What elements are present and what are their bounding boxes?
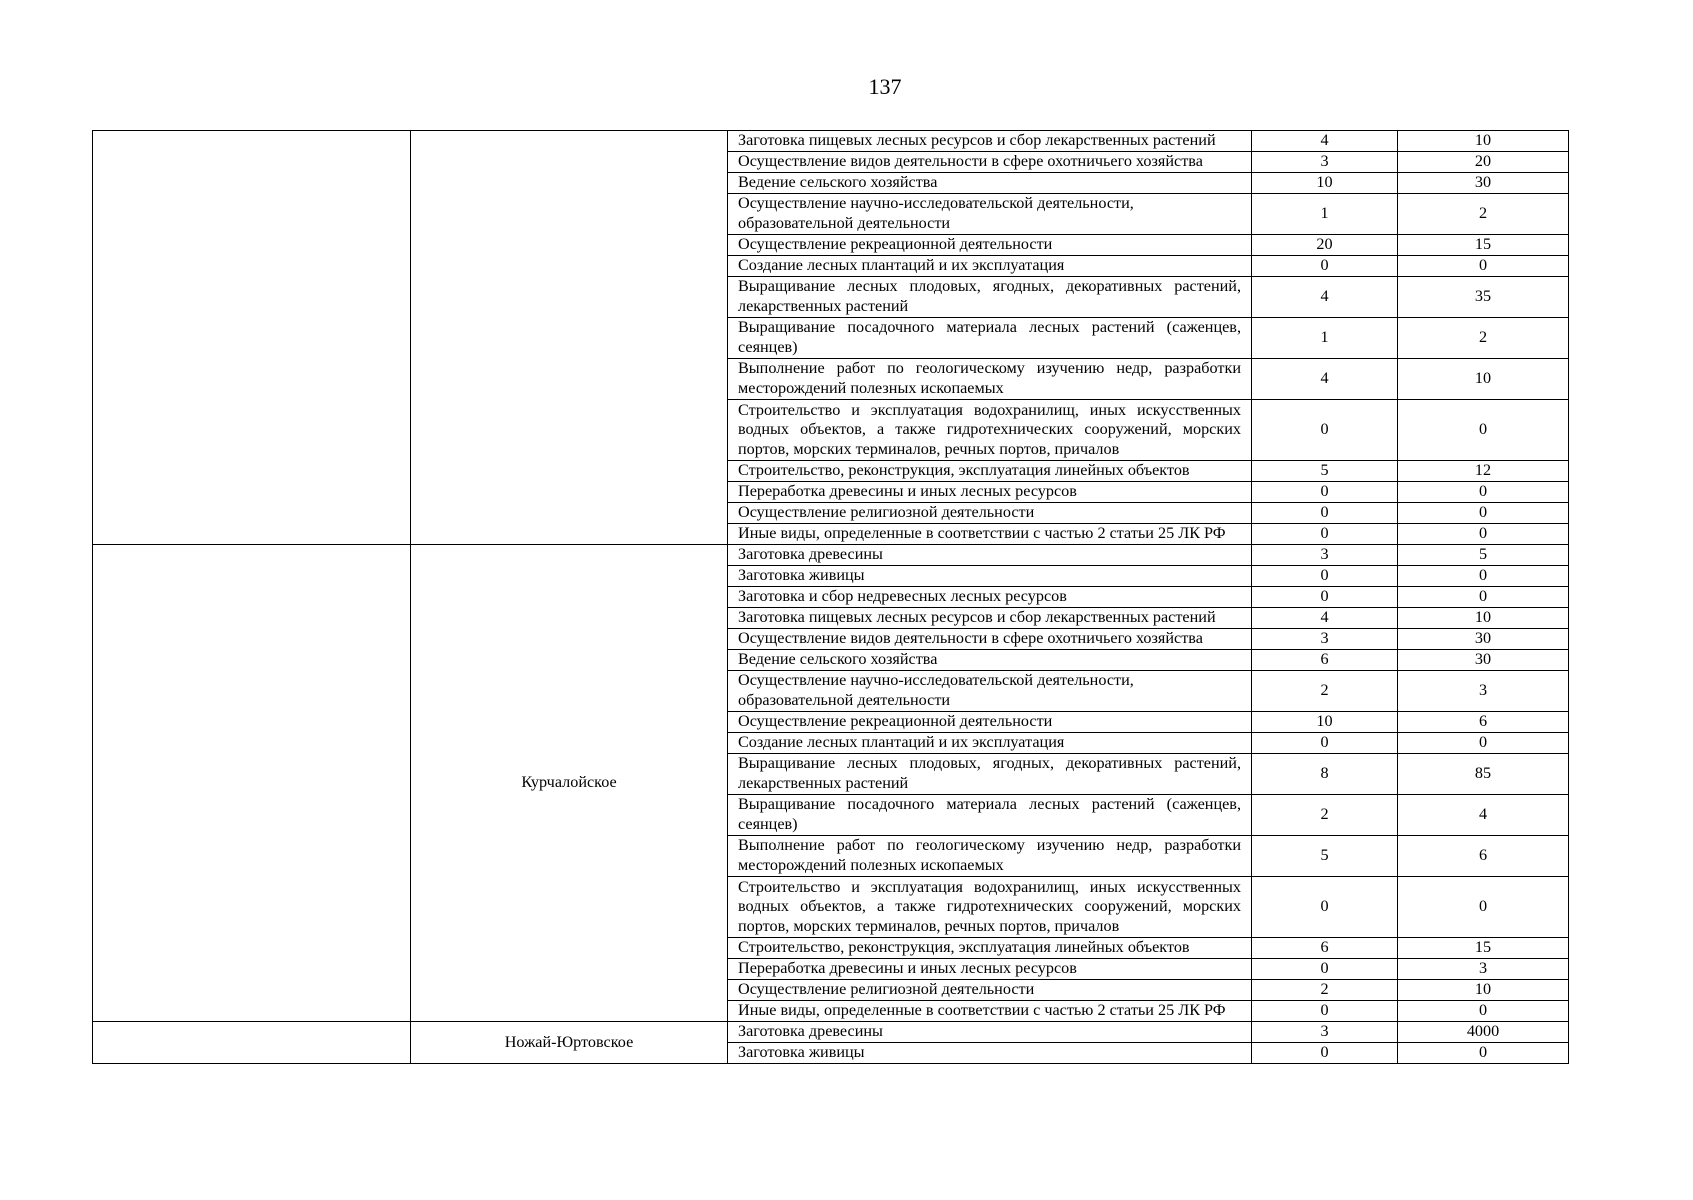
- value-cell-1: 0: [1252, 1043, 1398, 1064]
- activity-type-cell: Осуществление религиозной деятельности: [728, 503, 1252, 524]
- activity-type-cell: Осуществление научно-исследовательской деятельности, образовательной деятельности: [728, 194, 1252, 235]
- activity-type-cell: Осуществление религиозной деятельности: [728, 980, 1252, 1001]
- activity-type-cell: Создание лесных плантаций и их эксплуатация: [728, 733, 1252, 754]
- value-cell-1: 3: [1252, 545, 1398, 566]
- table-row: [93, 1022, 1569, 1043]
- value-cell-2: 15: [1398, 938, 1569, 959]
- value-cell-2: 6: [1398, 712, 1569, 733]
- value-cell-1: 4: [1252, 131, 1398, 152]
- activity-type-cell: Иные виды, определенные в соответствии с частью 2 статьи 25 ЛК РФ: [728, 524, 1252, 545]
- activity-type-cell: Заготовка живицы: [728, 1043, 1252, 1064]
- value-cell-2: 12: [1398, 461, 1569, 482]
- activity-type-cell: Выполнение работ по геологическому изучению недр, разработки месторождений полезных ископаемых: [728, 359, 1252, 400]
- value-cell-1: 10: [1252, 173, 1398, 194]
- activity-type-cell: Осуществление видов деятельности в сфере охотничьего хозяйства: [728, 152, 1252, 173]
- value-cell-1: 3: [1252, 1022, 1398, 1043]
- value-cell-2: 85: [1398, 754, 1569, 795]
- value-cell-2: 0: [1398, 482, 1569, 503]
- value-cell-1: 4: [1252, 359, 1398, 400]
- value-cell-2: 4000: [1398, 1022, 1569, 1043]
- value-cell-1: 0: [1252, 256, 1398, 277]
- activity-type-cell: Заготовка живицы: [728, 566, 1252, 587]
- activity-type-cell: Осуществление видов деятельности в сфере охотничьего хозяйства: [728, 629, 1252, 650]
- value-cell-1: 8: [1252, 754, 1398, 795]
- activity-type-cell: Выращивание посадочного материала лесных растений (саженцев, сеянцев): [728, 795, 1252, 836]
- value-cell-1: 0: [1252, 587, 1398, 608]
- value-cell-2: 30: [1398, 650, 1569, 671]
- value-cell-2: 2: [1398, 318, 1569, 359]
- activity-type-cell: Заготовка и сбор недревесных лесных ресурсов: [728, 587, 1252, 608]
- value-cell-2: 0: [1398, 587, 1569, 608]
- value-cell-1: 10: [1252, 712, 1398, 733]
- activity-type-cell: Переработка древесины и иных лесных ресурсов: [728, 482, 1252, 503]
- activity-type-cell: Заготовка пищевых лесных ресурсов и сбор лекарственных растений: [728, 131, 1252, 152]
- value-cell-2: 0: [1398, 566, 1569, 587]
- value-cell-1: 0: [1252, 482, 1398, 503]
- activity-type-cell: Выращивание посадочного материала лесных растений (саженцев, сеянцев): [728, 318, 1252, 359]
- value-cell-2: 10: [1398, 131, 1569, 152]
- forest-use-table: [92, 130, 1569, 1064]
- value-cell-1: 2: [1252, 795, 1398, 836]
- value-cell-1: 0: [1252, 400, 1398, 461]
- table-row: [93, 545, 1569, 566]
- value-cell-2: 30: [1398, 173, 1569, 194]
- value-cell-2: 0: [1398, 1043, 1569, 1064]
- activity-type-cell: Ведение сельского хозяйства: [728, 173, 1252, 194]
- activity-type-cell: Осуществление рекреационной деятельности: [728, 235, 1252, 256]
- value-cell-1: 0: [1252, 503, 1398, 524]
- activity-type-cell: Выращивание лесных плодовых, ягодных, декоративных растений, лекарственных растений: [728, 754, 1252, 795]
- region-cell: [93, 545, 411, 1022]
- activity-type-cell: Заготовка пищевых лесных ресурсов и сбор лекарственных растений: [728, 608, 1252, 629]
- activity-type-cell: Осуществление рекреационной деятельности: [728, 712, 1252, 733]
- value-cell-1: 2: [1252, 980, 1398, 1001]
- value-cell-2: 0: [1398, 733, 1569, 754]
- value-cell-2: 0: [1398, 877, 1569, 938]
- activity-type-cell: Строительство, реконструкция, эксплуатация линейных объектов: [728, 461, 1252, 482]
- value-cell-2: 0: [1398, 256, 1569, 277]
- value-cell-1: 0: [1252, 877, 1398, 938]
- region-cell: [93, 1022, 411, 1064]
- forestry-name-cell: Ножай-Юртовское: [411, 1022, 728, 1064]
- value-cell-1: 2: [1252, 671, 1398, 712]
- value-cell-1: 0: [1252, 524, 1398, 545]
- value-cell-2: 6: [1398, 836, 1569, 877]
- activity-type-cell: Выполнение работ по геологическому изучению недр, разработки месторождений полезных ископаемых: [728, 836, 1252, 877]
- activity-type-cell: Заготовка древесины: [728, 545, 1252, 566]
- value-cell-2: 0: [1398, 400, 1569, 461]
- value-cell-1: 20: [1252, 235, 1398, 256]
- activity-type-cell: Ведение сельского хозяйства: [728, 650, 1252, 671]
- value-cell-1: 0: [1252, 566, 1398, 587]
- value-cell-1: 0: [1252, 733, 1398, 754]
- value-cell-2: 2: [1398, 194, 1569, 235]
- value-cell-1: 6: [1252, 650, 1398, 671]
- activity-type-cell: Переработка древесины и иных лесных ресурсов: [728, 959, 1252, 980]
- forestry-name-cell: [411, 131, 728, 545]
- value-cell-1: 1: [1252, 194, 1398, 235]
- table-row: [93, 131, 1569, 152]
- value-cell-1: 4: [1252, 608, 1398, 629]
- value-cell-2: 0: [1398, 524, 1569, 545]
- activity-type-cell: Выращивание лесных плодовых, ягодных, декоративных растений, лекарственных растений: [728, 277, 1252, 318]
- value-cell-2: 0: [1398, 503, 1569, 524]
- value-cell-1: 6: [1252, 938, 1398, 959]
- value-cell-2: 15: [1398, 235, 1569, 256]
- value-cell-2: 3: [1398, 671, 1569, 712]
- value-cell-2: 0: [1398, 1001, 1569, 1022]
- activity-type-cell: Заготовка древесины: [728, 1022, 1252, 1043]
- value-cell-2: 5: [1398, 545, 1569, 566]
- forestry-name-cell: Курчалойское: [411, 545, 728, 1022]
- value-cell-1: 1: [1252, 318, 1398, 359]
- value-cell-2: 10: [1398, 980, 1569, 1001]
- region-cell: [93, 131, 411, 545]
- activity-type-cell: Строительство, реконструкция, эксплуатация линейных объектов: [728, 938, 1252, 959]
- activity-type-cell: Строительство и эксплуатация водохранилищ, иных искусственных водных объектов, а также гидротехнических сооружений, морских портов, морских терминалов, речных портов, причалов: [728, 877, 1252, 938]
- value-cell-1: 0: [1252, 959, 1398, 980]
- activity-type-cell: Строительство и эксплуатация водохранилищ, иных искусственных водных объектов, а также гидротехнических сооружений, морских портов, морских терминалов, речных портов, причалов: [728, 400, 1252, 461]
- value-cell-1: 3: [1252, 152, 1398, 173]
- value-cell-1: 3: [1252, 629, 1398, 650]
- table-body: [93, 131, 1569, 1064]
- value-cell-2: 4: [1398, 795, 1569, 836]
- value-cell-2: 10: [1398, 608, 1569, 629]
- page-number: 137: [868, 74, 902, 99]
- value-cell-1: 0: [1252, 1001, 1398, 1022]
- value-cell-2: 35: [1398, 277, 1569, 318]
- value-cell-1: 5: [1252, 461, 1398, 482]
- value-cell-1: 4: [1252, 277, 1398, 318]
- activity-type-cell: Осуществление научно-исследовательской деятельности, образовательной деятельности: [728, 671, 1252, 712]
- value-cell-2: 3: [1398, 959, 1569, 980]
- activity-type-cell: Создание лесных плантаций и их эксплуатация: [728, 256, 1252, 277]
- value-cell-2: 10: [1398, 359, 1569, 400]
- value-cell-1: 5: [1252, 836, 1398, 877]
- value-cell-2: 20: [1398, 152, 1569, 173]
- activity-type-cell: Иные виды, определенные в соответствии с частью 2 статьи 25 ЛК РФ: [728, 1001, 1252, 1022]
- value-cell-2: 30: [1398, 629, 1569, 650]
